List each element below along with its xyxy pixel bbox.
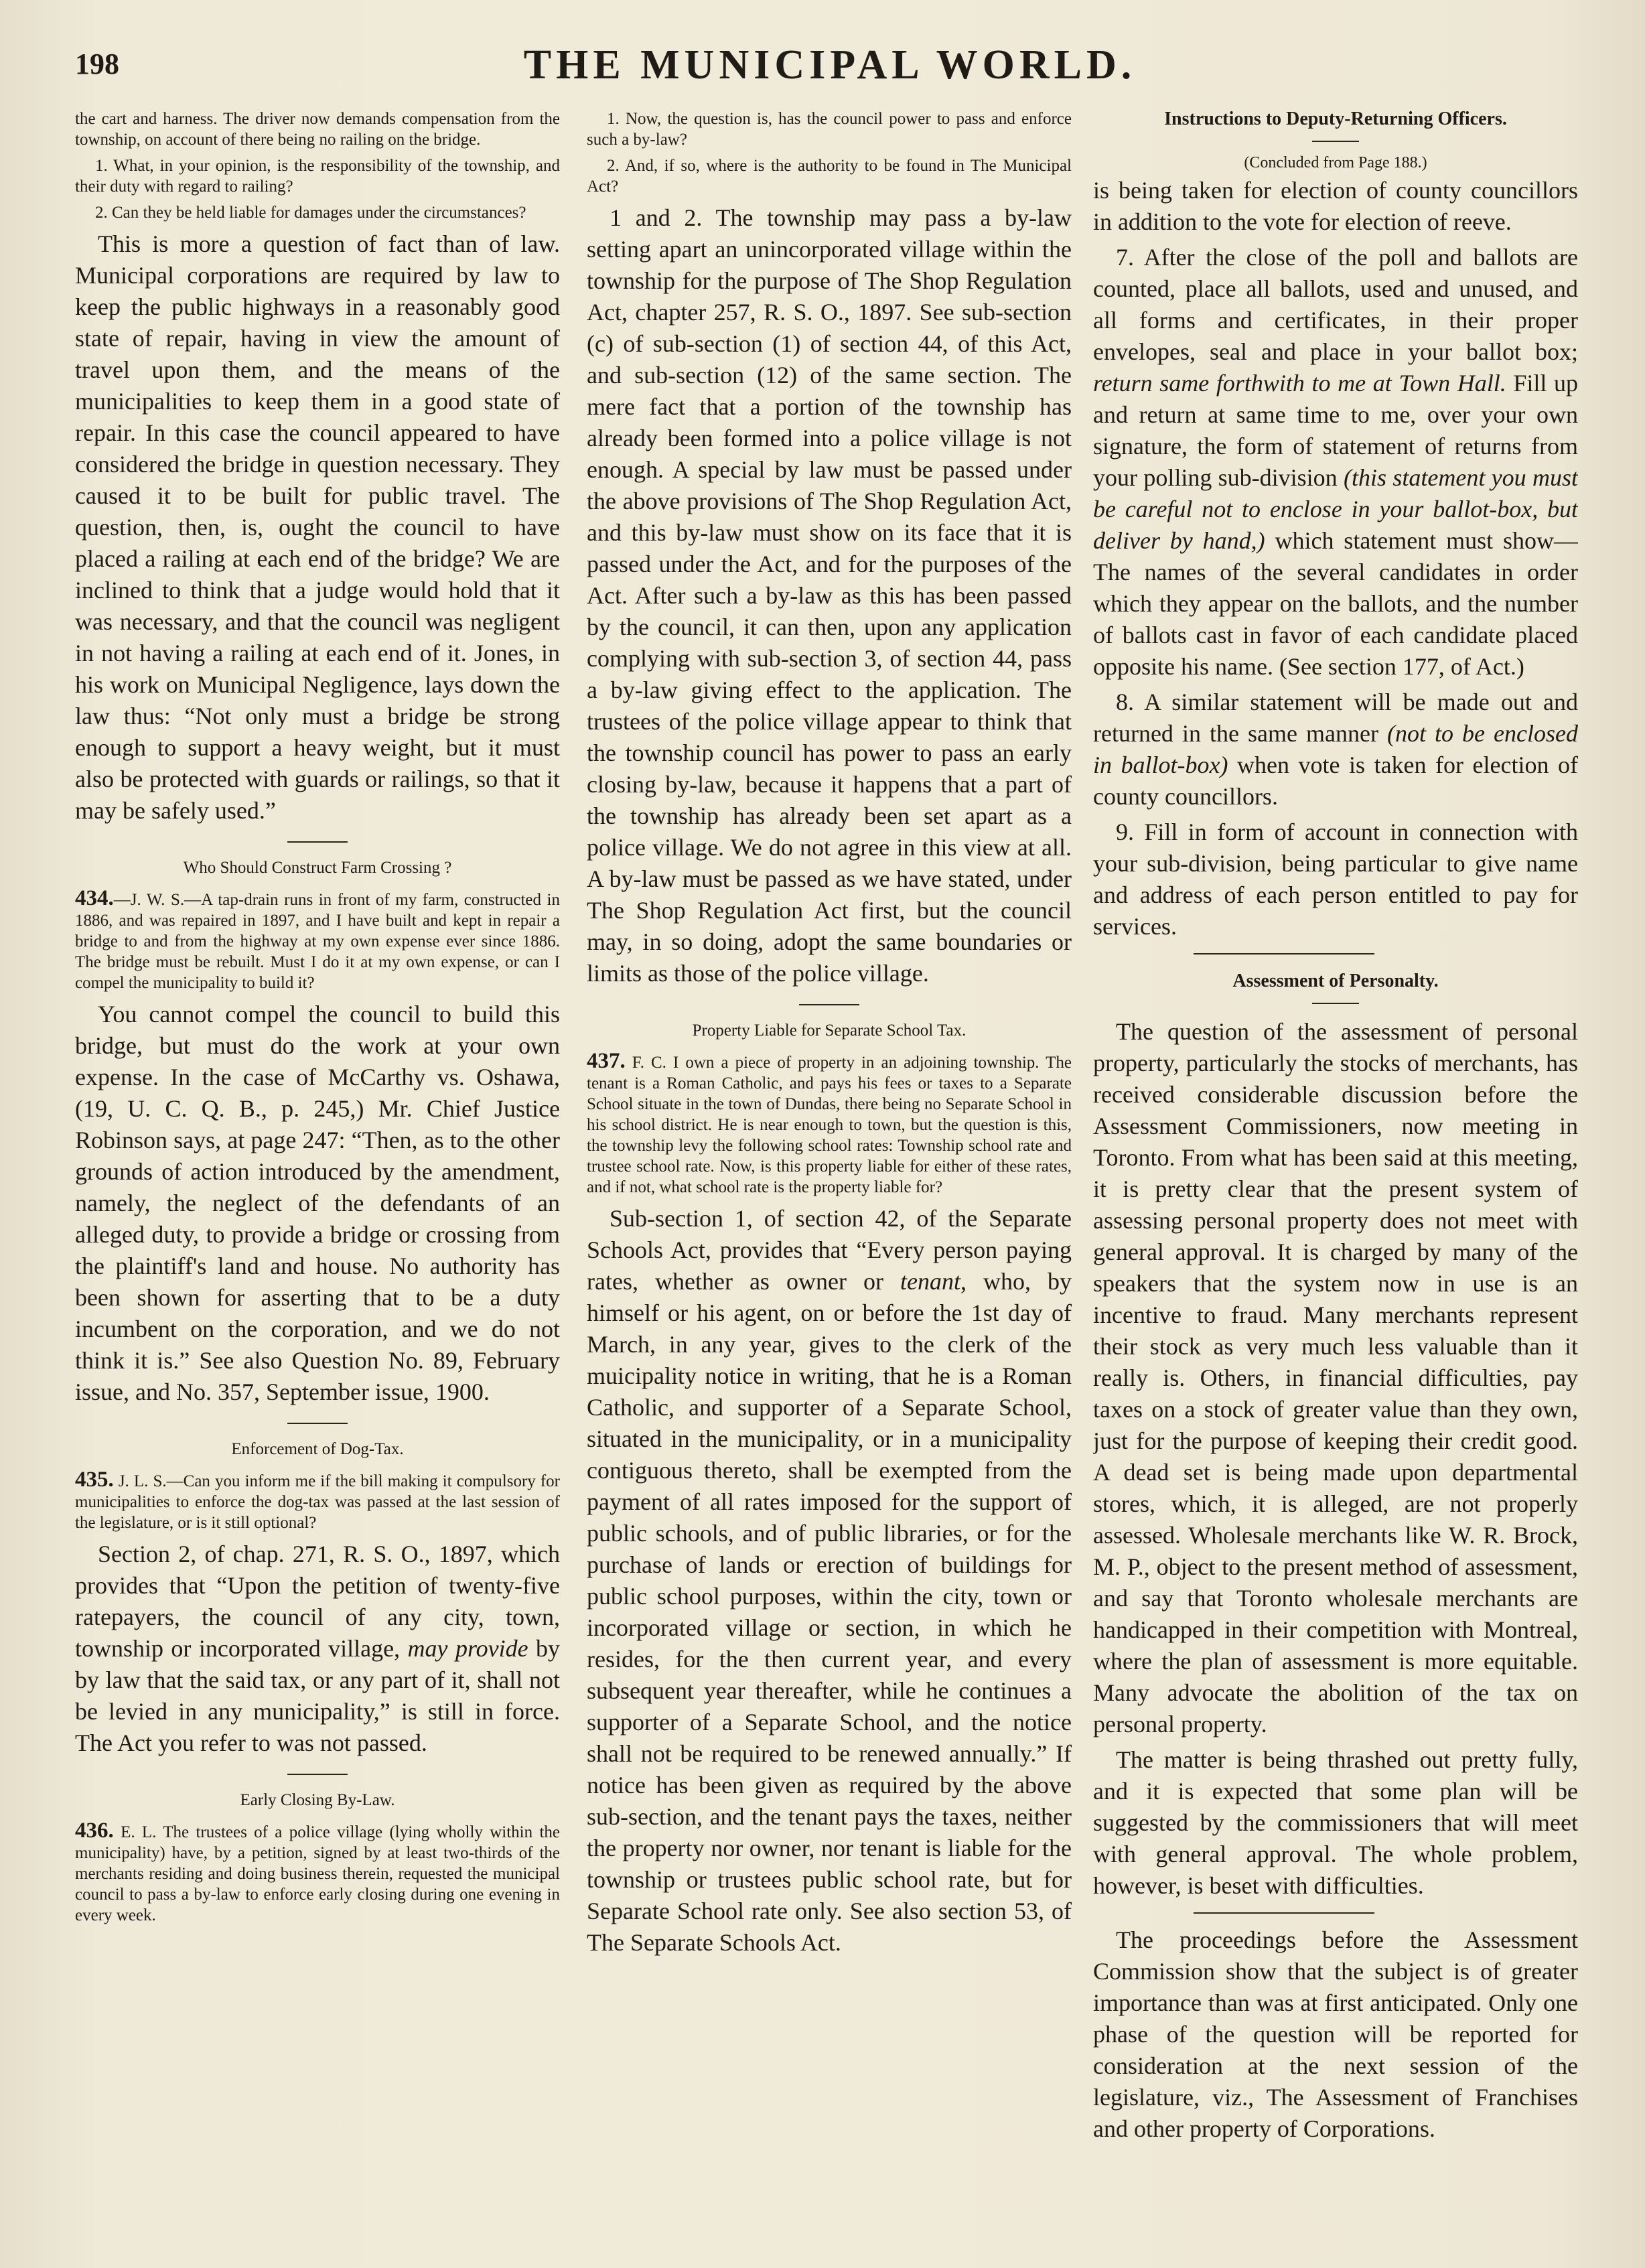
question-text: F. C. I own a piece of property in an adjoining township. The tenant is a Roman Catholic, and pays his fees or taxes to a Separate School situate in the town of Dundas, there being no Separate School in his school district. He is near enough to town, but the question is this, the township levy the following school rates: Township school rate and trustee school rate. Now, is this property liable for either of these rates, and if not, what school rate is the property liable for? (587, 1054, 1072, 1196)
continuation-note: (Concluded from Page 188.) (1244, 154, 1427, 171)
masthead-title: THE MUNICIPAL WORLD. (523, 42, 1137, 88)
article-text: The matter is being thrashed out pretty fully, and it is expected that some plan will be suggested by the commissioners that will meet with general approval. The whole problem, however, is beset with difficulties. (1093, 1746, 1578, 1899)
section-title: Enforcement of Dog-Tax. (231, 1440, 404, 1458)
section-title: Property Liable for Separate School Tax. (692, 1021, 967, 1040)
answer-text: Section 2, of chap. 271, R. S. O., 1897, which provides that “Upon the petition of twenty-five ratepayers, the council of any city, town, township or incorporated village, (75, 1541, 560, 1662)
section-divider (287, 841, 348, 843)
page-number: 198 (75, 48, 119, 80)
answer-text: , who, by himself or his agent, on or before the 1st day of March, in any year, gives to the clerk of the muicipality notice in writing, that he is a Roman Catholic, and supporter of a Separate School, situated in the municipality, or in a municipality contiguous thereto, shall be exempted from the payment of all rates imposed for the support of public schools, and of public libraries, or for the purchase of lands or erection of buildings for public school purposes, within the city, town or incorporated village or section, in which he resides, for the then current year, and every subsequent year thereafter, while he continues a supporter of a Separate School, and the notice shall not be required to be renewed annually.” If notice has been given as required by the above sub-section, and the tenant pays the taxes, neither the property nor owner, nor tenant is liable for the township or trustees public school rate, but for Separate School rate only. See also section 53, of The Separate Schools Act. (587, 1268, 1072, 1956)
article-emphasis: return same forthwith to me at Town Hall. (1093, 370, 1506, 397)
question-number: 436. (75, 1819, 114, 1843)
answer-text: 1 and 2. The township may pass a by-law setting apart an unincorporated village within the township for the purpose of The Shop Regulation Act, chapter 257, R. S. O., 1897. See sub-section (c) of sub-section (1) of section 44, of this Act, and sub-section (12) of the same section. The mere fact that a portion of the township has already been formed into a police village is not enough. A special by law must be passed under the above provisions of The Shop Regulation Act, and this by-law must show on its face that it is passed under the Act, and for the purposes of the Act. After such a by-law as this has been passed by the council, it can then, upon any application complying with sub-section 3, of section 44, pass a by-law giving effect to the application. The trustees of the police village appear to think that the township council has power to pass an early closing by-law, because it happens that a part of the township has already been set apart as a police village. We do not agree in this view at all. A by-law must be passed as we have stated, under The Shop Regulation Act first, but the council may, in so doing, adopt the same boundaries or limits as those of the police village. (587, 204, 1072, 987)
question-number: 437. (587, 1049, 626, 1073)
question-434 (75, 888, 560, 993)
question-text: 1. Now, the question is, has the council power to pass and enforce such a by-law? (587, 110, 1072, 149)
question-text: J. L. S.—Can you inform me if the bill making it compulsory for municipalities to enforce the dog-tax was passed at the last session of the legislature, or is it still optional? (75, 1472, 560, 1532)
question-435 (75, 1470, 560, 1533)
article-text: The question of the assessment of personal property, particularly the stocks of merchants, has received considerable discussion before the Assessment Commissioners, now meeting in Toronto. From what has been said at this meeting, it is pretty clear that the present system of assessing personal property does not meet with general approval. It is charged by many of the speakers that the system now in use is an incentive to fraud. Many merchants represent their stock as very much less valuable than it really is. Others, in financial difficulties, pay taxes on a stock of greater value than they own, just for the purpose of keeping their credit good. A dead set is being made upon departmental stores, which, it is alleged, are not properly assessed. Wholesale merchants like W. R. Brock, M. P., object to the present method of assessment, and say that Toronto wholesale merchants are handicapped in their competition with Montreal, where the plan of assessment is more equitable. Many advocate the abolition of the tax on personal property. (1093, 1018, 1578, 1738)
article-text: The proceedings before the Assessment Commission show that the subject is of greater importance than was at first anticipated. Only one phase of the question will be reported for consideration at the next session of the legislature, viz., The Assessment of Franchises and other property of Corporations. (1093, 1926, 1578, 2142)
article-emphasis: (this statement you must be careful not to enclose in your ballot-box, but deliver by hand,) (1093, 464, 1578, 554)
question-number: 434. (75, 886, 114, 910)
column-middle (587, 109, 1072, 2225)
column-right (1093, 109, 1578, 2225)
question-text: 2. And, if so, where is the authority to be found in The Municipal Act? (587, 157, 1072, 196)
question-text: —J. W. S.—A tap-drain runs in front of my farm, constructed in 1886, and was repaired in 1897, and I have built and kept in repair a bridge to and from the highway at my own expense ever since 1886. The bridge must be rebuilt. Must I do it at my own expense, or can I compel the municipality to build it? (75, 891, 560, 992)
answer-text: You cannot compel the council to build this bridge, but must do the work at your own expense. In the case of McCarthy vs. Oshawa, (19, U. C. Q. B., p. 245,) Mr. Chief Justice Robinson says, at page 247: “Then, as to the other grounds of action introduced by the amendment, namely, the neglect of the defendants of an alleged duty, to provide a bridge or crossing from the plaintiff's land and house. No authority has been shown for asserting that to be a duty incumbent on the corporation, and we do not think it is.” See also Question No. 89, February issue, and No. 357, September issue, 1900. (75, 1001, 560, 1405)
question-text: 1. What, in your opinion, is the responsibility of the township, and their duty with regard to railing? (75, 157, 560, 196)
section-title: Instructions to Deputy-Returning Officers. (1164, 109, 1507, 129)
answer-435 (75, 1539, 560, 1759)
article-text: 8. A similar statement will be made out and returned in the same manner (1093, 689, 1578, 747)
article-text: 7. After the close of the poll and ballots are counted, place all ballots, used and unused, and all forms and certificates, in their proper envelopes, seal and place in your ballot box; (1093, 244, 1578, 365)
answer-text: Sub-section 1, of section 42, of the Separate Schools Act, provides that “Every person paying rates, whether as owner or (587, 1205, 1072, 1295)
answer-437 (587, 1203, 1072, 1959)
section-divider (1312, 1003, 1359, 1004)
article-text: when vote is taken for election of county councillors. (1093, 752, 1578, 810)
section-divider (287, 1423, 348, 1424)
section-title: Early Closing By-Law. (240, 1791, 395, 1809)
question-437 (587, 1051, 1072, 1198)
section-divider (1194, 1912, 1374, 1914)
instruction-8 (1093, 687, 1578, 812)
section-divider (287, 1774, 348, 1775)
article-emphasis: (not to be enclosed in ballot-box) (1093, 720, 1578, 778)
instruction-9: 9. Fill in form of account in connection with your sub-division, being particular to give name and address of each person entitled to pay for services. (1093, 819, 1578, 940)
question-436 (75, 1821, 560, 1926)
section-divider (1194, 953, 1374, 954)
section-divider (799, 1004, 859, 1005)
question-text: the cart and harness. The driver now demands compensation from the township, on account of there being no railing on the bridge. (75, 110, 560, 149)
column-left (75, 109, 560, 2225)
answer-emphasis: tenant (900, 1268, 960, 1295)
answer-text: This is more a question of fact than of law. Municipal corporations are required by law to keep the public highways in a reasonably good state of repair, having in view the amount of travel upon them, and the means of the municipalities to keep them in a good state of repair. In this case the council appeared to have considered the bridge in question necessary. They caused it to be built for public travel. The question, then, is, ought the council to have placed a railing at each end of the bridge? We are inclined to think that a judge would hold that it was necessary, and that the council was negligent in not having a railing at each end of it. Jones, in his work on Municipal Negligence, lays down the law thus: “Not only must a bridge be strong enough to support a heavy weight, but it must also be protected with guards or railings, so that it may be safely used.” (75, 230, 560, 824)
answer-text: by by law that the said tax, or any part of it, shall not be levied in any municipality,” is still in force. The Act you refer to was not passed. (75, 1635, 560, 1756)
page-header (75, 42, 1585, 88)
question-text: 2. Can they be held liable for damages under the circumstances? (95, 204, 526, 222)
article-text: which statement must show—The names of the several candidates in order which they appear on the ballots, and the number of ballots cast in favor of each candidate placed opposite his name. (See section 177, of Act.) (1093, 527, 1578, 680)
question-number: 435. (75, 1468, 114, 1492)
section-divider (1312, 141, 1359, 142)
article-text: is being taken for election of county councillors in addition to the vote for election of reeve. (1093, 177, 1578, 235)
section-title: Who Should Construct Farm Crossing ? (183, 859, 452, 877)
answer-emphasis: may provide (407, 1635, 528, 1662)
article-text: Fill up and return at same time to me, over your own signature, the form of statement of returns from your polling sub-division (1093, 370, 1578, 491)
instruction-7 (1093, 242, 1578, 683)
question-text: E. L. The trustees of a police village (lying wholly within the municipality) have, by a petition, signed by at least two-thirds of the merchants residing and doing business therein, requested the municipal council to pass a by-law to enforce early closing during one evening in every week. (75, 1823, 560, 1924)
section-title: Assessment of Personalty. (1232, 971, 1439, 991)
